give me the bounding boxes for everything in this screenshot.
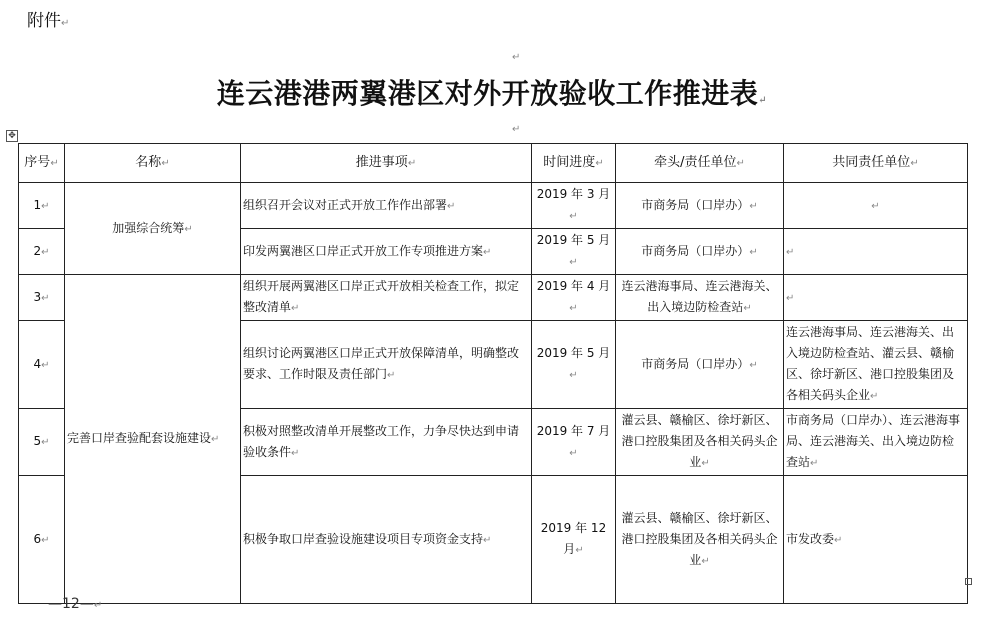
- time-progress: 2019 年 5 月↵: [532, 229, 616, 275]
- joint-unit: ↵: [784, 183, 968, 229]
- page-title: 连云港港两翼港区对外开放验收工作推进表↵: [216, 77, 768, 110]
- paragraph-mark: ↵: [512, 124, 521, 135]
- page-number: —12—↵: [48, 596, 103, 612]
- task-item: 组织召开会议对正式开放工作作出部署↵: [241, 183, 532, 229]
- time-progress: 2019 年 4 月↵: [532, 275, 616, 321]
- paragraph-mark: ↵: [512, 52, 521, 63]
- header-seq: 序号↵: [19, 144, 65, 183]
- task-item: 积极争取口岸查验设施建设项目专项资金支持↵: [241, 476, 532, 604]
- lead-unit: 灌云县、赣榆区、徐圩新区、港口控股集团及各相关码头企业↵: [616, 409, 784, 476]
- group-name: 完善口岸查验配套设施建设↵: [65, 275, 241, 604]
- joint-unit: 市商务局（口岸办）、连云港海事局、连云港海关、出入境边防检查站↵: [784, 409, 968, 476]
- time-progress: 2019 年 3 月↵: [532, 183, 616, 229]
- group-name: 加强综合统筹↵: [65, 183, 241, 275]
- row-number: 6↵: [19, 476, 65, 604]
- lead-unit: 连云港海事局、连云港海关、出入境边防检查站↵: [616, 275, 784, 321]
- joint-unit: ↵: [784, 275, 968, 321]
- joint-unit: ↵: [784, 229, 968, 275]
- table-resize-handle-icon[interactable]: [965, 578, 972, 585]
- header-lead: 牵头/责任单位↵: [616, 144, 784, 183]
- lead-unit: 灌云县、赣榆区、徐圩新区、港口控股集团及各相关码头企业↵: [616, 476, 784, 604]
- task-item: 组织讨论两翼港区口岸正式开放保障清单，明确整改要求、工作时限及责任部门↵: [241, 321, 532, 409]
- time-progress: 2019 年 7 月↵: [532, 409, 616, 476]
- row-number: 4↵: [19, 321, 65, 409]
- lead-unit: 市商务局（口岸办）↵: [616, 321, 784, 409]
- row-number: 1↵: [19, 183, 65, 229]
- row-number: 3↵: [19, 275, 65, 321]
- row-number: 5↵: [19, 409, 65, 476]
- task-item: 组织开展两翼港区口岸正式开放相关检查工作，拟定整改清单↵: [241, 275, 532, 321]
- progress-table: [18, 143, 968, 604]
- task-item: 印发两翼港区口岸正式开放工作专项推进方案↵: [241, 229, 532, 275]
- header-joint: 共同责任单位↵: [784, 144, 968, 183]
- task-item: 积极对照整改清单开展整改工作，力争尽快达到申请验收条件↵: [241, 409, 532, 476]
- time-progress: 2019 年 5 月↵: [532, 321, 616, 409]
- lead-unit: 市商务局（口岸办）↵: [616, 183, 784, 229]
- table-move-handle-icon[interactable]: ✥: [6, 130, 18, 142]
- lead-unit: 市商务局（口岸办）↵: [616, 229, 784, 275]
- header-time: 时间进度↵: [532, 144, 616, 183]
- joint-unit: 市发改委↵: [784, 476, 968, 604]
- attachment-label: 附件↵: [27, 11, 70, 31]
- header-name: 名称↵: [65, 144, 241, 183]
- time-progress: 2019 年 12 月↵: [532, 476, 616, 604]
- joint-unit: 连云港海事局、连云港海关、出入境边防检查站、灌云县、赣榆区、徐圩新区、港口控股集团及各相关码头企业↵: [784, 321, 968, 409]
- header-item: 推进事项↵: [241, 144, 532, 183]
- row-number: 2↵: [19, 229, 65, 275]
- table-row: [19, 183, 968, 229]
- table-row: [19, 275, 968, 321]
- table-header-row: [19, 144, 968, 183]
